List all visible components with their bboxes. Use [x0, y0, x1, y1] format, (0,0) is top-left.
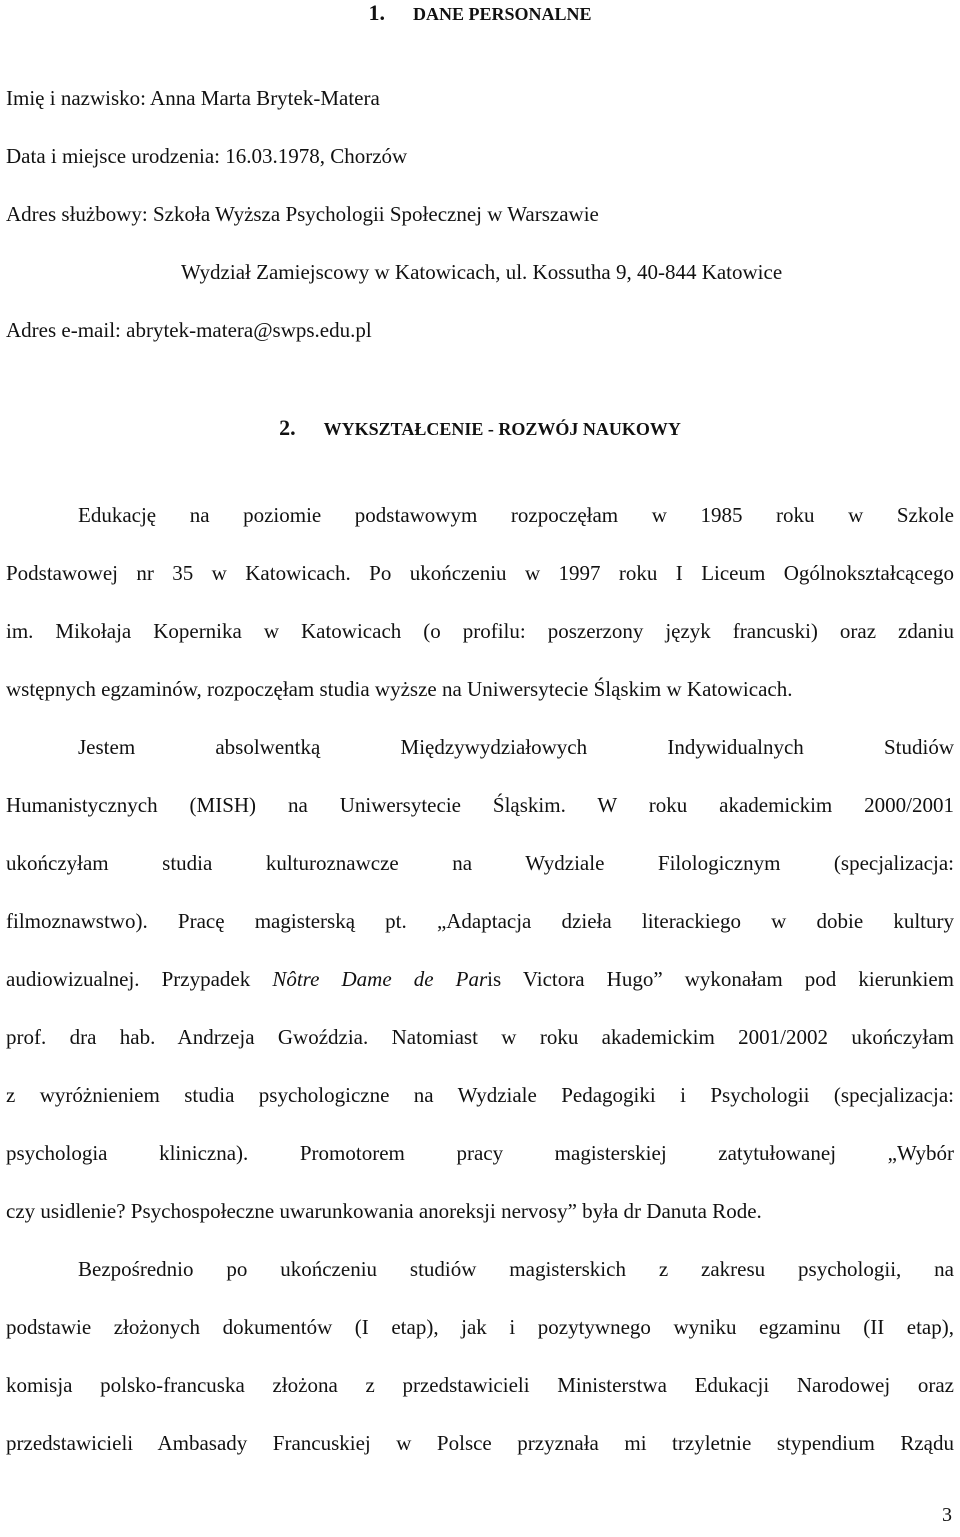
text-line: Edukację na poziomie podstawowym rozpoczęłam w 1985 roku w Szkole	[78, 503, 954, 527]
text-line: psychologia kliniczna). Promotorem pracy magisterskiej zatytułowanej „Wybór	[6, 1141, 954, 1165]
birth-line: Data i miejsce urodzenia: 16.03.1978, Chorzów	[6, 144, 408, 168]
section-number: 2.	[279, 415, 296, 440]
paragraph-education-2	[6, 718, 954, 1240]
text-line: Bezpośrednio po ukończeniu studiów magisterskich z zakresu psychologii, na	[78, 1257, 954, 1281]
text-line: Podstawowej nr 35 w Katowicach. Po ukończeniu w 1997 roku I Liceum Ogólnokształcącego	[6, 561, 954, 585]
text-line: wstępnych egzaminów, rozpoczęłam studia wyższe na Uniwersytecie Śląskim w Katowicach.	[6, 677, 793, 701]
work-address-line: Adres służbowy: Szkoła Wyższa Psychologii Społecznej w Warszawie	[6, 202, 599, 226]
text-line: przedstawicieli Ambasady Francuskiej w Polsce przyznała mi trzyletnie stypendium Rządu	[6, 1431, 954, 1455]
section-title: WYKSZTAŁCENIE - ROZWÓJ NAUKOWY	[323, 419, 681, 439]
text-line: z wyróżnieniem studia psychologiczne na Wydziale Pedagogiki i Psychologii (specjalizacja:	[6, 1083, 954, 1107]
text-line: Humanistycznych (MISH) na Uniwersytecie Śląskim. W roku akademickim 2000/2001	[6, 793, 954, 817]
text-line: Jestem absolwentką Międzywydziałowych Indywidualnych Studiów	[78, 735, 954, 759]
page-number: 3	[942, 1504, 952, 1526]
italic-title: Nôtre Dame de Par	[272, 967, 488, 991]
paragraph-education-3	[6, 1240, 954, 1472]
name-line: Imię i nazwisko: Anna Marta Brytek-Matera	[6, 86, 380, 110]
work-address-line-2: Wydział Zamiejscowy w Katowicach, ul. Kossutha 9, 40-844 Katowice	[181, 260, 783, 284]
text-segment: audiowizualnej. Przypadek	[6, 967, 273, 991]
text-line: komisja polsko-francuska złożona z przedstawicieli Ministerstwa Edukacji Narodowej oraz	[6, 1373, 954, 1397]
text-line: ukończyłam studia kulturoznawcze na Wydziale Filologicznym (specjalizacja:	[6, 851, 954, 875]
section-title: DANE PERSONALNE	[412, 4, 592, 24]
text-segment: is Victora Hugo” wykonałam pod kierunkiem	[487, 967, 955, 991]
text-line: im. Mikołaja Kopernika w Katowicach (o profilu: poszerzony język francuski) oraz zdaniu	[6, 619, 954, 643]
text-line: podstawie złożonych dokumentów (I etap), jak i pozytywnego wyniku egzaminu (II etap),	[6, 1315, 954, 1339]
section-heading-personal-data	[0, 0, 960, 26]
paragraph-education-1	[6, 486, 954, 718]
text-line: prof. dra hab. Andrzeja Gwoździa. Natomiast w roku akademickim 2001/2002 ukończyłam	[6, 1025, 954, 1049]
text-line	[6, 950, 954, 1008]
email-line: Adres e-mail: abrytek-matera@swps.edu.pl	[6, 318, 372, 342]
section-heading-education	[0, 415, 960, 441]
section-number: 1.	[368, 0, 385, 25]
text-line: filmoznawstwo). Pracę magisterską pt. „Adaptacja dzieła literackiego w dobie kultury	[6, 909, 954, 933]
text-line: czy usidlenie? Psychospołeczne uwarunkowania anoreksji nervosy” była dr Danuta Rode.	[6, 1199, 762, 1223]
